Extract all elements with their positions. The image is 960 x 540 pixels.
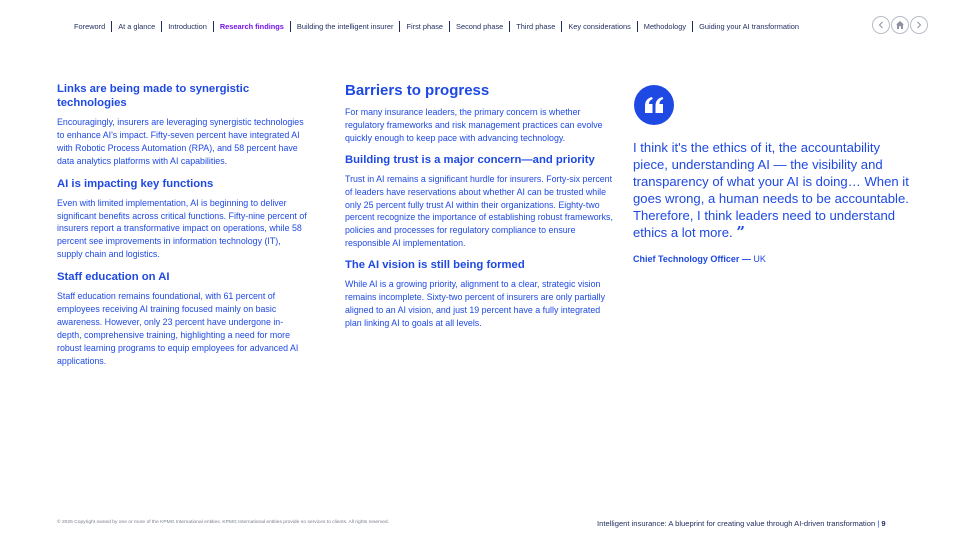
- document-title: Intelligent insurance: A blueprint for creating value through AI-driven transformation: [597, 519, 876, 528]
- nav-item-second-phase[interactable]: Second phase: [449, 21, 509, 32]
- nav-item-building-the-intelligent-insurer[interactable]: Building the intelligent insurer: [290, 21, 400, 32]
- quote-body: I think it's the ethics of it, the accountability piece, understanding AI — the visibility and transparency of what your AI is doing… When it goes wrong, a human needs to be accountable. Therefore, I think leaders need to understand ethics a lot more.: [633, 140, 909, 240]
- quote-close-mark: ”: [736, 223, 744, 241]
- quote-open-icon: [634, 85, 674, 125]
- nav-item-introduction[interactable]: Introduction: [161, 21, 213, 32]
- section-heading: Building trust is a major concern—and priority: [345, 153, 595, 166]
- attribution-country: UK: [753, 254, 766, 264]
- nav-item-first-phase[interactable]: First phase: [399, 21, 449, 32]
- section-body: Even with limited implementation, AI is beginning to deliver significant benefits across critical functions. Fifty-nine percent of insurers report a transformative impact on operations, while 58 percent see improvements in information technology (IT), supply chain and logistics.: [57, 197, 307, 260]
- previous-page-button[interactable]: [872, 16, 890, 34]
- left-column: [57, 82, 307, 377]
- nav-item-guiding-your-ai-transformation[interactable]: Guiding your AI transformation: [692, 21, 805, 32]
- nav-item-research-findings[interactable]: Research findings: [213, 21, 290, 32]
- home-icon: [895, 20, 905, 30]
- attribution-role: Chief Technology Officer: [633, 254, 740, 264]
- quote-column: [633, 82, 913, 264]
- intro-paragraph: For many insurance leaders, the primary concern is whether regulatory frameworks and risk management practices can evolve quickly enough to keep pace with advancing technology.: [345, 107, 603, 143]
- footer-doc-title: [597, 519, 886, 528]
- next-page-button[interactable]: [910, 16, 928, 34]
- section-body: While AI is a growing priority, alignment to a clear, strategic vision remains incomplete. Sixty-two percent of insurers are only partially aligned to an AI vision, and just 19 percent have a fully integrated plan linking AI to goals at all levels.: [345, 279, 606, 328]
- home-button[interactable]: [891, 16, 909, 34]
- top-nav: [68, 18, 805, 34]
- page-title: Barriers to progress: [345, 82, 490, 99]
- nav-item-key-considerations[interactable]: Key considerations: [561, 21, 636, 32]
- attribution-dash: —: [741, 254, 751, 264]
- middle-column: [345, 82, 615, 338]
- section-heading: Links are being made to synergistic technologies: [57, 83, 250, 109]
- section-body: Staff education remains foundational, with 61 percent of employees receiving AI training focused mainly on basic awareness. However, only 23 percent have undergone in-depth, comprehensive training, highlighting a need for more robust learning programs to equip employees for advanced AI applications.: [57, 291, 299, 366]
- section-body: Encouragingly, insurers are leveraging synergistic technologies to enhance AI's impact. Fifty-seven percent have integrated AI with Robotic Process Automation (RPA), and 58 percent have data analytics platforms with AI capabilities.: [57, 117, 304, 166]
- page-number: 9: [881, 519, 886, 528]
- nav-item-third-phase[interactable]: Third phase: [509, 21, 561, 32]
- section-body: Trust in AI remains a significant hurdle for insurers. Forty-six percent of leaders have reservations about whether AI can be trusted while only 25 percent fully trust AI within their organizations. Eighty-two percent recognize the importance of establishing robust frameworks, policies and processes for regulatory compliance to ensure responsible AI implementation.: [345, 173, 613, 249]
- section-heading: Staff education on AI: [57, 271, 170, 284]
- nav-controls: [872, 16, 928, 34]
- section-heading: AI is impacting key functions: [57, 177, 214, 190]
- footer-separator: |: [877, 519, 880, 528]
- nav-item-at-a-glance[interactable]: At a glance: [111, 21, 161, 32]
- chevron-left-icon: [877, 21, 885, 29]
- chevron-right-icon: [915, 21, 923, 29]
- nav-item-methodology[interactable]: Methodology: [637, 21, 692, 32]
- quote-text: [633, 139, 913, 241]
- section-heading: The AI vision is still being formed: [345, 259, 525, 272]
- quote-attribution: [633, 254, 913, 264]
- nav-item-foreword[interactable]: Foreword: [74, 21, 106, 31]
- copyright-notice: © 2025 Copyright owned by one or more of the KPMG International entities. KPMG International entities provide no services to clients. All rights reserved.: [57, 520, 389, 525]
